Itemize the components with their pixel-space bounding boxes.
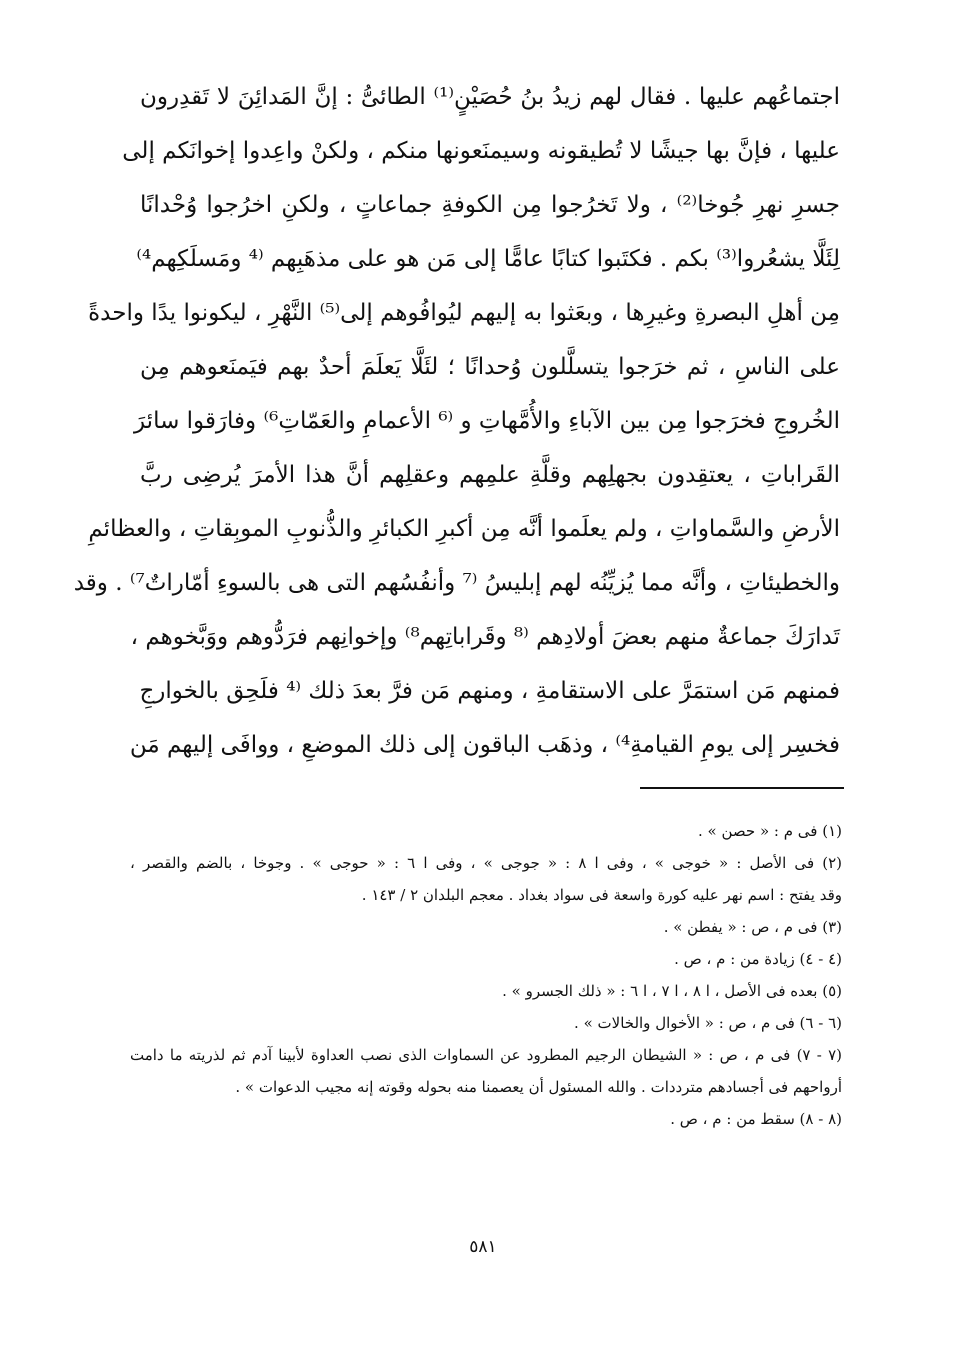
- main-text-line: عليها ، فإنَّ بها جيشًا لا تُطيقونه وسيمنَعونها منكم ، ولكنْ واعِدوا إخوانَكم إلى: [122, 138, 840, 164]
- main-text-line: لِئَلَّا يشعُروا⁽³⁾ بكم . فكتَبوا كتابًا عامًّا إلى مَن هو على مذهَبِهم ⁽⁴ ومَسلَكِهم⁴⁾: [136, 246, 840, 272]
- footnote-line: (٨ - ٨) سقط من : م ، ص .: [670, 1110, 842, 1128]
- main-text-line: جسرِ نهرِ جُوخا⁽²⁾ ، ولا تَخرُجوا مِن الكوفةِ جماعاتٍ ، ولكنِ اخرُجوا وُحْدانًا: [140, 192, 841, 218]
- footnote-line: (٧ - ٧) فى م ، ص : « الشيطان الرجيم المطرود عن السماوات الذى نصب العداوة لأبينا آدم ثم لذريته ما دامت: [130, 1046, 842, 1064]
- main-text-line: مِن أهلِ البصرةِ وغيرِها ، وبعَثوا به إليهم ليُوافُوهم إلى⁽⁵⁾ النَّهْرِ ، ليكونوا يدًا واحدةً: [88, 300, 840, 326]
- main-text-line: فخسِر إلى يومِ القيامةِ⁴⁾ ، وذهَب الباقون إلى ذلك الموضعِ ، ووافَى إليهم مَن: [129, 732, 840, 758]
- footnote-line: (٥) بعده فى الأصل ، ا ٨ ، ا ٧ ، ا ٦ : « ذلك الجسرو » .: [502, 982, 842, 1000]
- footnote-line: (٤ - ٤) زيادة من : م ، ص .: [674, 950, 842, 968]
- main-text-line: على الناسِ ، ثم خرَجوا يتسلَّلون وُحدانًا ؛ لئَلَّا يَعلَمَ أحدٌ بهم فيَمنَعوهم مِن: [140, 354, 840, 380]
- footnote-line: (٦ - ٦) فى م ، ص : « الأخوال والخالات » .: [574, 1014, 842, 1032]
- footnote-line: وقد يفتح : اسم نهر عليه كورة واسعة فى سواد بغداد . معجم البلدان ٢ / ١٤٣ .: [361, 886, 842, 904]
- main-text-line: اجتماعُهم عليها . فقال لهم زيدُ بنُ حُصَيْنٍ⁽¹⁾ الطائىُّ : إنَّ المَدائِنَ لا تَقدِرون: [140, 84, 840, 110]
- footnote-separator: [640, 787, 844, 789]
- main-text-line: فمنهم مَن استمَرَّ على الاستقامةِ ، ومنهم مَن فرَّ بعدَ ذلك ⁽⁴ فلَحِق بالخوارجِ: [139, 678, 840, 704]
- footnotes-block: [130, 815, 842, 1135]
- footnote-line: (١) فى م : « حصن » .: [698, 822, 842, 840]
- main-text-line: الأرضِ والسَّماواتِ ، ولم يعلَموا أنَّه مِن أكبرِ الكبائرِ والذُّنوبِ الموبِقاتِ ، والعظائمِ: [88, 516, 840, 542]
- page-number: ٥٨١: [469, 1237, 497, 1257]
- main-text-line: والخطيئاتِ ، وأنَّه مما يُزيِّنُه لهم إبليسُ ⁽⁷ وأنفُسُهم التى هى بالسوءِ أمّاراتٌ⁷⁾ . وقد: [73, 570, 840, 596]
- footnote-line: (٣) فى م ، ص : « يفطن » .: [663, 918, 842, 936]
- main-text-block: [73, 70, 841, 772]
- footnote-line: (٢) فى الأصل : « خوجى » ، وفى ا ٨ : « جوجى » ، وفى ا ٦ : « حوجى » . وجوخا ، بالضم والقصر ،: [130, 854, 843, 872]
- main-text-line: الخُروجِ فخرَجوا مِن بين الآباءِ والأُمَّهاتِ و ⁽⁶ الأعمامِ والعَمّاتِ⁶⁾ وفارَقوا سائرَ: [133, 408, 840, 434]
- main-text-line: تَدارَكَ جماعةٌ منهم بعضَ أولادِهم ⁽⁸ وقَراباتِهم⁸⁾ وإخوانِهم فرَدُّوهم ووَبَّخوهم ،: [130, 624, 840, 650]
- footnote-line: أرواحهم فى أجسادهم مترددات . والله المسئول أن يعصمنا منه بحوله وقوته إنه مجيب الدعوات » .: [235, 1078, 842, 1096]
- main-text-line: القَراباتِ ، يعتقِدون بجهلِهم وقلَّةِ علمِهم وعقلِهم أنَّ هذا الأمرَ يُرضِى ربَّ: [140, 462, 840, 488]
